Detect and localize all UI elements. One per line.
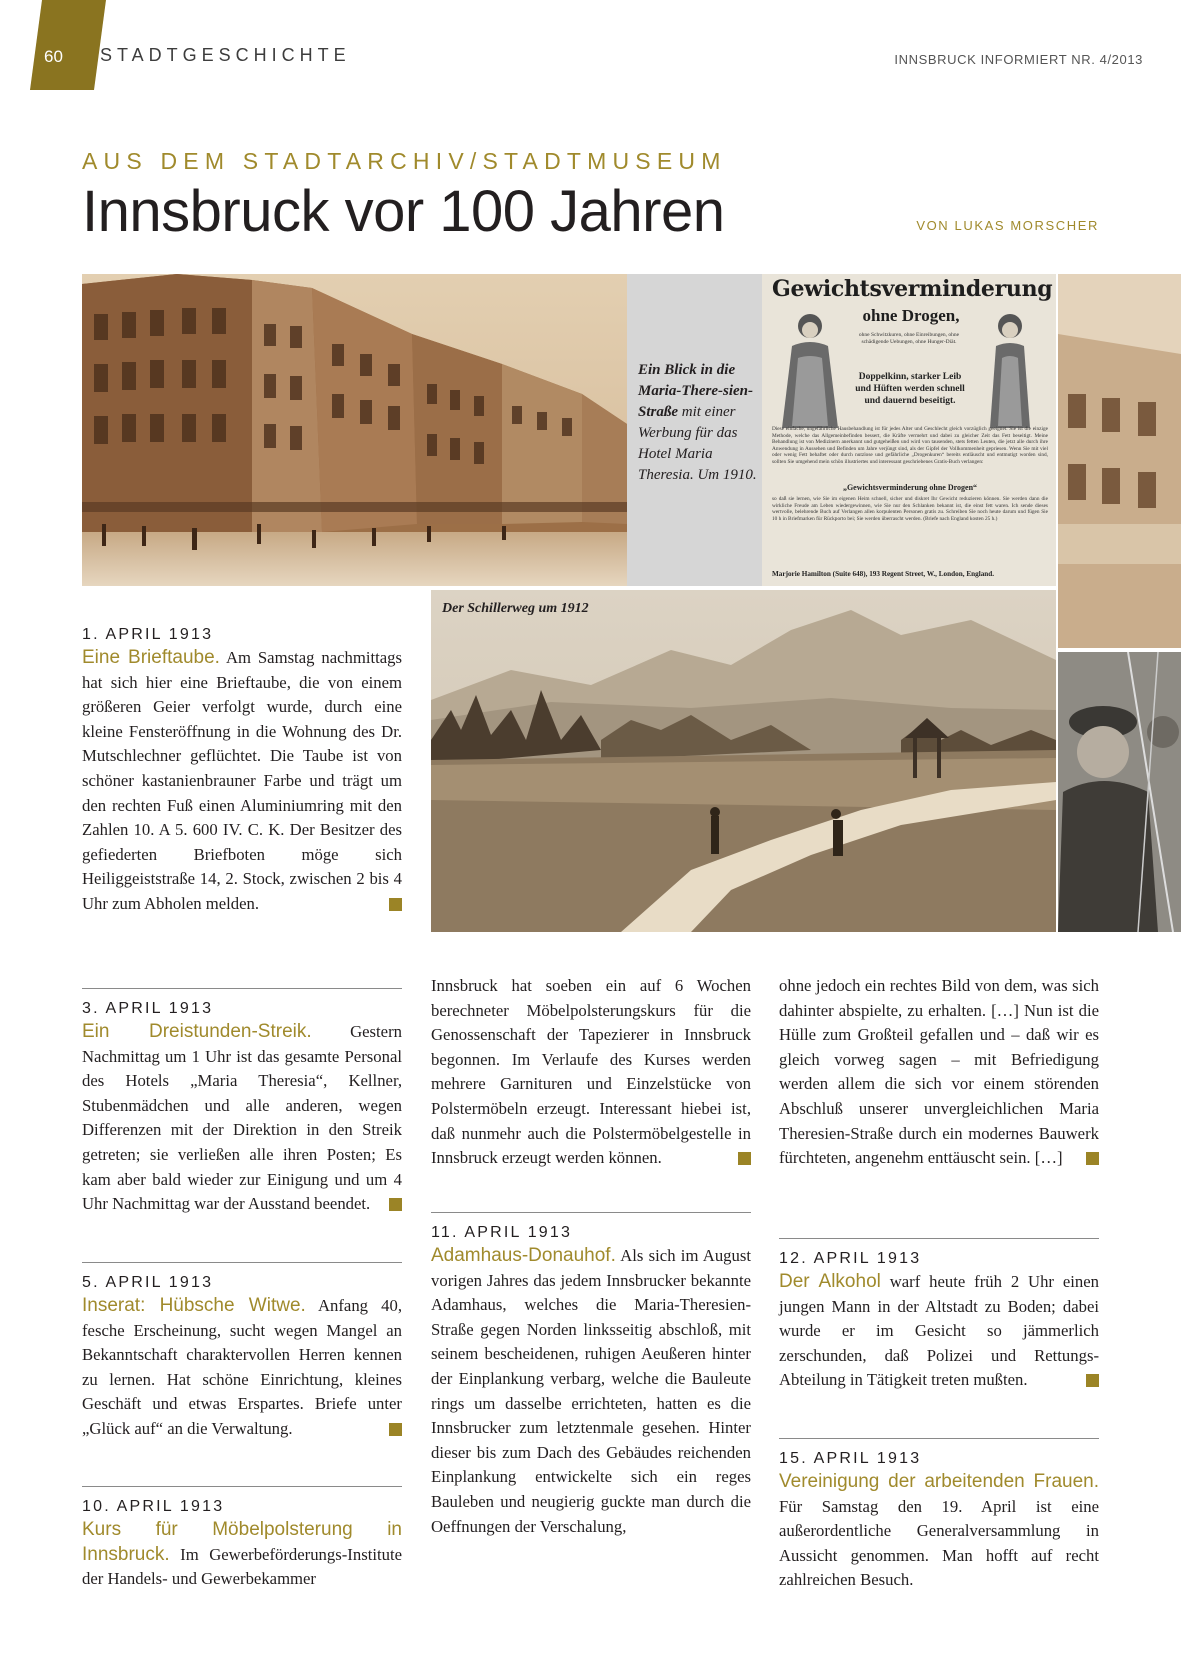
- ad-body-text-2: so daß sie lernen, wie Sie im eigenen Heim schnell, sicher und diskret Ihr Gewicht reduzieren können. Sie werden dann die wirkliche Freude am Leben wiedergewinnen, wie Sie nur den Schlanken bekannt ist, die einst fett waren. Ich sende dieses wertvolle, belehrende Buch auf Verlangen allen korpulenten Personen gratis zu. Schreiben Sie noch heute darum und fügen Sie 10 h in Briefmarken für Rückporto bei; Sie werden überrascht werden. (Briefe nach England kosten 25 h.): [772, 496, 1048, 522]
- end-of-entry-mark: [1086, 1374, 1099, 1387]
- entry-text: Am Samstag nachmittags hat sich hier eine Brieftaube, die von einem größeren Geier verfolgt wurde, durch eine kleine Fensteröffnung in die Wohnung des Dr. Mutschlechner geflüchtet. Die Taube ist von schöner kastanienbrauner Farbe und trägt um den rechten Fuß einen Aluminiumring mit den Zahlen 10. A 5. 600 IV. C. K. Der Besitzer des gefiederten Briefboten möge sich Heiliggeiststraße 14, 2. Stock, zwischen 2 bis 4 Uhr zum Abholen melden.: [82, 648, 402, 913]
- maria-theresien-caption: Ein Blick in die Maria-There-sien-Straße mit einer Werbung für das Hotel Maria Theresia. Um 1910.: [638, 362, 757, 483]
- entry-date: 10. APRIL 1913: [82, 1498, 225, 1515]
- entry-text: Im Gewerbeförderungs-Institute der Handels- und Gewerbekammer: [82, 1544, 402, 1589]
- section-title: STADTGESCHICHTE: [100, 45, 351, 65]
- entry-11-april: [431, 1222, 751, 1539]
- entry-divider: [779, 1438, 1099, 1439]
- entry-text: ohne jedoch ein rechtes Bild von dem, was sich dahinter abspielte, zu erhalten. […] Nun ist die Hülle zum Großteil gefallen und – daß wir es gleich vorweg sagen – mit Befriedigung werden allem die sich vor einem störenden Abschluß unserer unvergleichlichen Maria Theresien-Straße durch ein modernes Bauwerk fürchteten, angenehm enttäuscht sein. […]: [779, 976, 1099, 1168]
- weight-loss-advertisement: [762, 274, 1056, 586]
- entry-text: Gestern Nachmittag um 1 Uhr ist das gesamte Personal des Hotels „Maria Theresia“, Kellner, Stubenmädchen und alle anderen, wegen Differenzen mit der Direktion in den Streik getreten; sie verließen alle ihren Posten; Es kam aber bald wieder zur Einigung und um 4 Uhr Nachmittag war der Ausstand beendet.: [82, 1022, 402, 1214]
- entry-topic: Inserat: Hübsche Witwe.: [82, 1295, 306, 1316]
- entry-date: 5. APRIL 1913: [82, 1274, 214, 1291]
- entry-3-april: [82, 998, 402, 1217]
- entry-date: 15. APRIL 1913: [779, 1450, 922, 1467]
- entry-15-april: [779, 1448, 1099, 1593]
- ad-slogan: „Gewichtsverminderung ohne Drogen“: [842, 483, 978, 492]
- ad-claim: Doppelkinn, starker Leib und Hüften werden schnell und dauernd beseitigt.: [855, 372, 965, 406]
- schillerweg-caption: Der Schillerweg um 1912: [442, 601, 589, 616]
- page-number: 60: [44, 47, 63, 66]
- entry-topic: Vereinigung der arbeitenden Frauen.: [779, 1471, 1099, 1492]
- ad-woman-after-illustration: [972, 308, 1048, 428]
- entry-date: 11. APRIL 1913: [431, 1224, 573, 1241]
- entry-divider: [82, 988, 402, 989]
- entry-topic: Adamhaus-Donauhof.: [431, 1245, 616, 1266]
- entry-12-april: [779, 1248, 1099, 1393]
- maria-theresien-strasse-photo: [82, 274, 627, 586]
- page-number-tab: [30, 0, 106, 90]
- entry-text: Anfang 40, fesche Erscheinung, sucht wegen Mangel an Bekanntschaft charaktervollen Herren kennen zu lernen. Hat schöne Einrichtung, kleines Geschäft und etwas Erspartes. Briefe unter „Glück auf“ an die Verwaltung.: [82, 1296, 402, 1438]
- entry-date: 12. APRIL 1913: [779, 1250, 922, 1267]
- entry-topic: Kurs für Möbelpolsterung in Innsbruck.: [82, 1519, 402, 1565]
- entry-text: Innsbruck hat soeben ein auf 6 Wochen berechneter Möbelpolsterungskurs für die Genossenschaft der Tapezierer in Innsbruck begonnen. Im Verlaufe des Kurses werden mehrere Garnituren und Einzelstücke von Polstermöbeln erzeugt. Interessant hiebei ist, daß nunmehr auch die Polstermöbelgestelle in Innsbruck erzeugt werden können.: [431, 976, 751, 1168]
- entry-divider: [779, 1238, 1099, 1239]
- entry-date: 3. APRIL 1913: [82, 1000, 214, 1017]
- entry-1-april: [82, 624, 402, 917]
- entry-divider: [82, 1262, 402, 1263]
- entry-date: 1. APRIL 1913: [82, 626, 214, 643]
- article-kicker: AUS DEM STADTARCHIV/STADTMUSEUM: [82, 148, 727, 174]
- men-photo-crop: [1058, 652, 1181, 932]
- end-of-entry-mark: [1086, 1152, 1099, 1165]
- ad-title: Gewichtsverminderung: [772, 276, 1053, 302]
- end-of-entry-mark: [738, 1152, 751, 1165]
- schillerweg-photo: [431, 590, 1056, 932]
- entry-10-april-continued: [431, 974, 751, 1171]
- end-of-entry-mark: [389, 1423, 402, 1436]
- entry-text: Für Samstag den 19. April ist eine außerordentliche Generalversammlung in Aussicht genommen. Man hofft auf recht zahlreichen Besuch.: [779, 1496, 1099, 1590]
- entry-5-april: [82, 1272, 402, 1442]
- entry-text: Als sich im August vorigen Jahres das jedem Innsbrucker bekannte Adamhaus, welches die Maria-Theresien-Straße gegen Norden linksseitig abschloß, mit seinem bescheidenen, ruhigen Aeußeren hinter der Einplankung verbarg, welche die Bauleute rings um dasselbe errichteten, hatten es die Innsbrucker zum letztenmale gesehen. Hinter dieser bis zum Dach des Gebäudes reichenden Einplankung entwickelte sich ein reges Bauleben und neugierig guckte man durch die Oeffnungen der Verschalung,: [431, 1246, 751, 1536]
- entry-topic: Der Alkohol: [779, 1271, 881, 1292]
- ad-woman-before-illustration: [772, 308, 848, 428]
- end-of-entry-mark: [389, 898, 402, 911]
- ad-feature-list: ohne Schwitzkuren, ohne Einreibungen, ohne schädigende Uebungen, ohne Hunger-Diät.: [858, 332, 960, 345]
- ad-subtitle: ohne Drogen,: [862, 306, 960, 325]
- entry-divider: [82, 1486, 402, 1487]
- entry-divider: [431, 1212, 751, 1213]
- ad-body-text: Diese einfache, ungefährliche Hausbehandlung ist für jedes Alter und Geschlecht gleich vorzüglich geeignet. Sie ist die einzige Methode, welche das Allgemeinbefinden bessert, die Kräfte vermehrt und dabei zu gleicher Zeit das Fett beseitigt. Meine Behandlung ist von Medizinern anerkannt und gutgeheißen und wird von tausenden, stets fetten Leuten, die jetzt alle durch ihre Anwendung in Aussehen und Befinden um Jahre verjüngt sind, als der Gipfel der Vollkommenheit gepriesen. Wenn Sie mit viel oder wenig Fett behaftet oder durch nutzlose und gefährliche „Drogenkuren“ bereits entläuscht und entmutigt worden sind, sollten Sie umgehend mein schön illustriertes und interessant geschriebenes Gratis-Buch verlangen:: [772, 426, 1048, 465]
- building-photo-crop: [1058, 274, 1181, 648]
- end-of-entry-mark: [389, 1198, 402, 1211]
- entry-10-april: [82, 1496, 402, 1592]
- article-byline: VON LUKAS MORSCHER: [916, 218, 1099, 233]
- article-title: Innsbruck vor 100 Jahren: [82, 179, 725, 244]
- entry-topic: Ein Dreistunden-Streik.: [82, 1021, 312, 1042]
- entry-11-april-continued: [779, 974, 1099, 1171]
- issue-info: INNSBRUCK INFORMIERT NR. 4/2013: [894, 52, 1143, 67]
- ad-signature: Marjorie Hamilton (Suite 648), 193 Regent Street, W., London, England.: [772, 570, 995, 578]
- entry-text: warf heute früh 2 Uhr einen jungen Mann in der Altstadt zu Boden; dabei wurde er im Gesicht so jämmerlich zerschunden, daß Polizei und Rettungs-Abteilung in Tätigkeit treten mußten.: [779, 1272, 1099, 1390]
- entry-topic: Eine Brieftaube.: [82, 647, 220, 668]
